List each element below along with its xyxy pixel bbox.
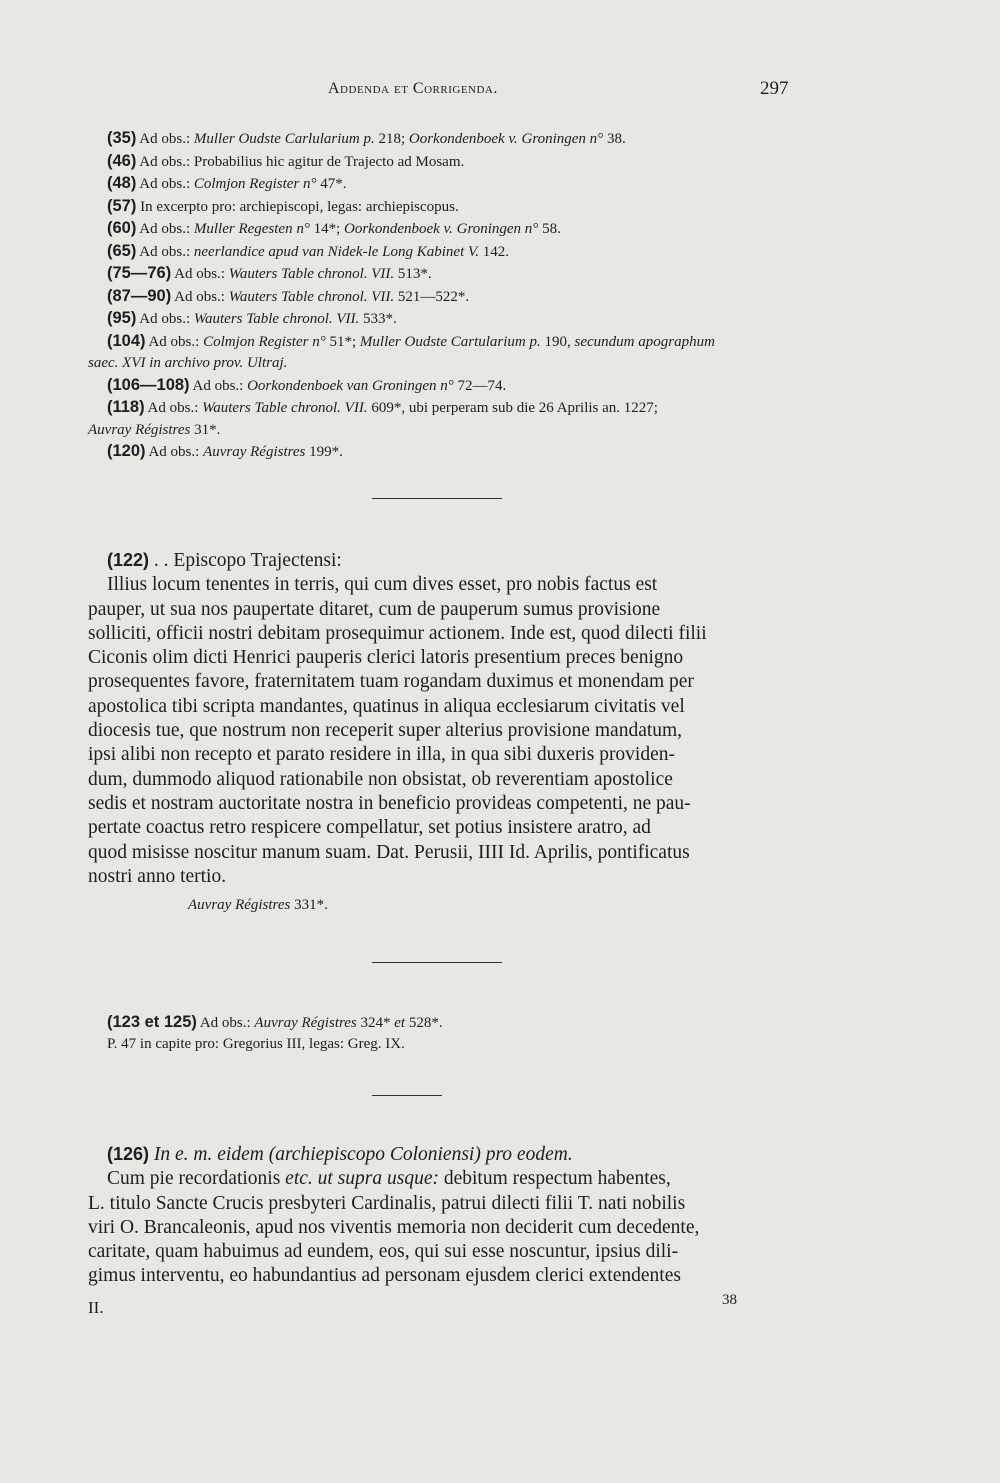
text-line: Ciconis olim dicti Henrici pauperis clerici latoris presentium preces benigno bbox=[88, 647, 684, 669]
text-line: apostolica tibi scripta mandantes, quatinus in aliqua ecclesiarum civitatis vel bbox=[88, 695, 685, 717]
note-120: (120) Ad obs.: Auvray Régistres 199*. bbox=[107, 442, 343, 460]
note-87-90: (87—90) Ad obs.: Wauters Table chronol. VII. 521—522*. bbox=[107, 286, 470, 305]
document-126 bbox=[88, 1142, 808, 1289]
text-line: nostri anno tertio. bbox=[88, 865, 227, 887]
running-title: Addenda et Corrigenda. bbox=[328, 80, 498, 97]
volume-mark: II. bbox=[88, 1298, 104, 1317]
note-104-continuation: saec. XVI in archivo prov. Ultraj. bbox=[88, 355, 288, 371]
text-line: ipsi alibi non recepto et parato residere in illa, in qua sibi duxeris providen- bbox=[88, 744, 675, 766]
text-line: gimus interventu, eo habundantius ad personam ejusdem clerici extendentes bbox=[88, 1265, 681, 1287]
text-line: solliciti, officii nostri debitam prosequimur actionem. Inde est, quod dilecti filii bbox=[88, 622, 707, 644]
text-line: prosequentes favore, fraternitatem tuam rogandam duximus et monendam per bbox=[88, 671, 694, 693]
source-reference: Auvray Régistres 331*. bbox=[188, 897, 328, 914]
text-line: sedis et nostram auctoritate nostra in beneficio provideas competenti, ne pau- bbox=[88, 792, 691, 814]
note-65: (65) Ad obs.: neerlandice apud van Nidek-le Long Kabinet V. 142. bbox=[107, 241, 509, 260]
note-57: (57) In excerpto pro: archiepiscopi, legas: archiepiscopus. bbox=[107, 196, 459, 215]
document-heading: (126) In e. m. eidem (archiepiscopo Coloniensi) pro eodem. bbox=[107, 1144, 573, 1165]
signature-mark: 38 bbox=[722, 1292, 737, 1308]
corrigendum-line: P. 47 in capite pro: Gregorius III, legas: Greg. IX. bbox=[107, 1036, 405, 1052]
note-104: (104) Ad obs.: Colmjon Register n° 51*; Muller Oudste Cartularium p. 190, secundum apographum bbox=[107, 331, 715, 350]
section-divider bbox=[372, 962, 502, 963]
page-number: 297 bbox=[760, 78, 789, 99]
note-60: (60) Ad obs.: Muller Regesten n° 14*; Oorkondenboek v. Groningen n° 58. bbox=[107, 219, 561, 237]
text-line: quod misisse noscitur manum suam. Dat. Perusii, IIII Id. Aprilis, pontificatus bbox=[88, 841, 690, 863]
text-line: diocesis tue, que nostrum non receperit super alterius provisione mandatum, bbox=[88, 720, 683, 742]
text-line: Cum pie recordationis etc. ut supra usque: debitum respectum habentes, bbox=[107, 1168, 671, 1190]
text-line: pertate coactus retro respicere compellatur, set potius insistere aratro, ad bbox=[88, 817, 651, 839]
note-75-76: (75—76) Ad obs.: Wauters Table chronol. VII. 513*. bbox=[107, 264, 432, 282]
note-48: (48) Ad obs.: Colmjon Register n° 47*. bbox=[107, 174, 347, 192]
text-line: L. titulo Sancte Crucis presbyteri Cardinalis, patrui dilecti filii T. nati nobilis bbox=[88, 1192, 686, 1214]
document-122 bbox=[88, 548, 808, 915]
note-118: (118) Ad obs.: Wauters Table chronol. VII. 609*, ubi perperam sub die 26 Aprilis an. 1227; bbox=[107, 398, 658, 416]
text-line: caritate, quam habuimus ad eundem, eos, qui sui esse noscuntur, ipsius dili- bbox=[88, 1241, 679, 1263]
text-line: dum, dummodo aliquod rationabile non obsistat, ob reverentiam apostolice bbox=[88, 768, 673, 790]
note-46: (46) Ad obs.: Probabilius hic agitur de Trajecto ad Mosam. bbox=[107, 151, 465, 170]
section-divider bbox=[372, 498, 502, 499]
note-95: (95) Ad obs.: Wauters Table chronol. VII. 533*. bbox=[107, 309, 397, 327]
text-line: viri O. Brancaleonis, apud nos viventis memoria non deciderit cum decedente, bbox=[88, 1216, 700, 1238]
note-123-125: (123 et 125) Ad obs.: Auvray Régistres 324* et 528*. P. 47 in capite pro: Gregorius III, legas: Greg. IX. bbox=[88, 1012, 808, 1055]
note-35: (35) Ad obs.: Muller Oudste Carlularium p. 218; Oorkondenboek v. Groningen n° 38. bbox=[107, 129, 626, 147]
note-118-continuation: Auvray Régistres 31*. bbox=[88, 421, 221, 438]
note-106-108: (106—108) Ad obs.: Oorkondenboek van Groningen n° 72—74. bbox=[107, 375, 507, 394]
text-line: pauper, ut sua nos paupertate ditaret, cum de pauperum sumus provisione bbox=[88, 598, 661, 620]
section-divider bbox=[372, 1095, 442, 1096]
notes-block bbox=[88, 128, 808, 464]
text-line: Illius locum tenentes in terris, qui cum dives esset, pro nobis factus est bbox=[107, 574, 658, 596]
document-heading: (122) . . Episcopo Trajectensi: bbox=[107, 550, 342, 571]
